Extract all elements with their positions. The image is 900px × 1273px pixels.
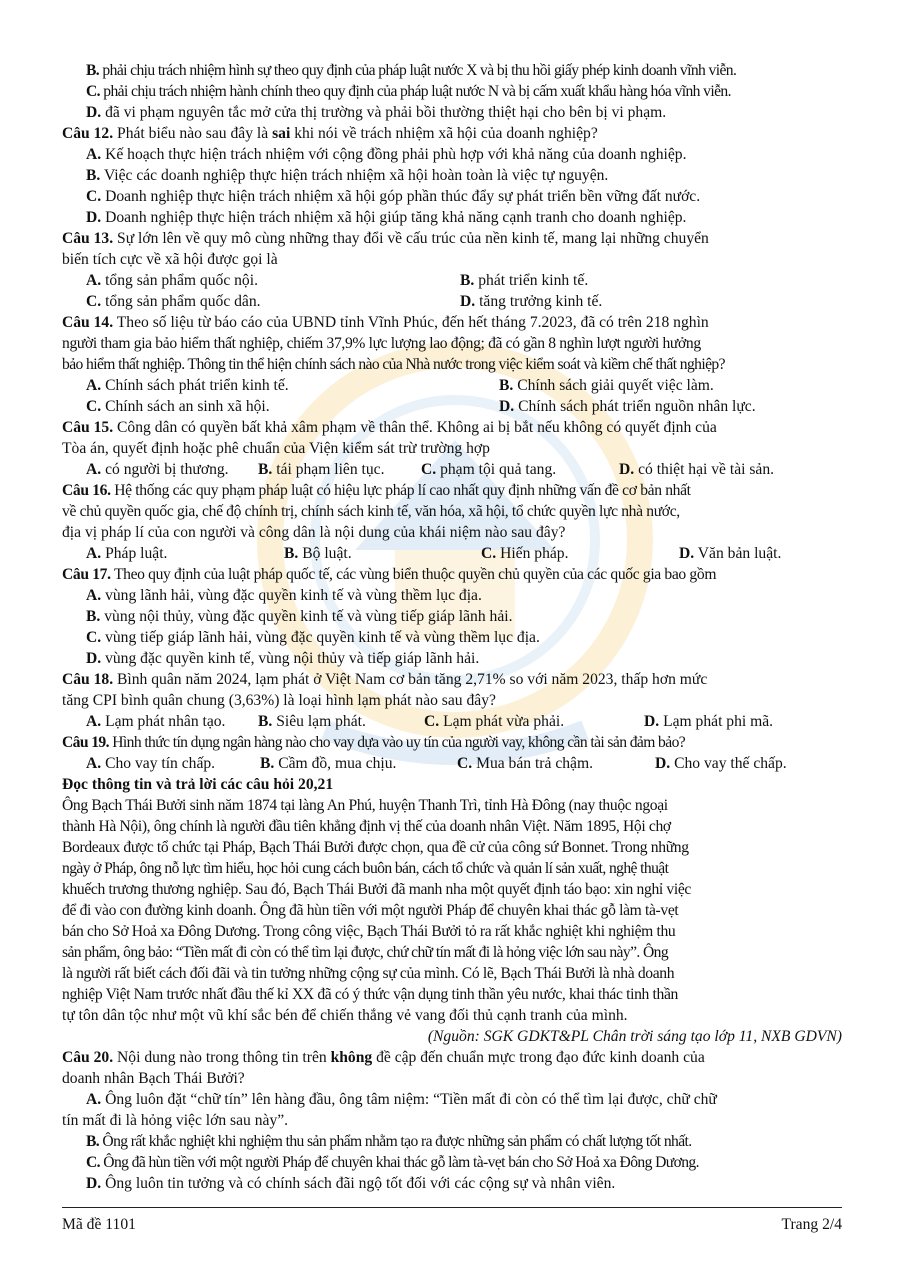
reading-line-2: thành Hà Nội), ông chính là người đầu tiên khẳng định vị thế của doanh nhân Việt. Năm 1895, Hội chợ — [62, 818, 671, 835]
option-a-q12: A. Kế hoạch thực hiện trách nhiệm với cộng đồng phải phù hợp với khả năng của doanh nghiệp. — [86, 146, 687, 163]
question-14-cont1: người tham gia bảo hiểm thất nghiệp, chiếm 37,9% lực lượng lao động; đã có gần 8 nghìn lượt người hưởng — [62, 335, 701, 352]
option-d-q12: D. Doanh nghiệp thực hiện trách nhiệm xã hội giúp tăng khả năng cạnh tranh cho doanh nghiệp. — [86, 209, 687, 226]
option-c-q14: C. Chính sách an sinh xã hội. — [86, 398, 270, 415]
question-20: Câu 20. Nội dung nào trong thông tin trên không đề cập đến chuẩn mực trong đạo đức kinh doanh của — [62, 1049, 705, 1066]
option-d-q19: D. Cho vay thế chấp. — [655, 755, 787, 772]
page-footer — [62, 1207, 842, 1234]
option-d-q13: D. tăng trưởng kinh tế. — [460, 293, 603, 310]
option-d-q16: D. Văn bản luật. — [679, 545, 782, 562]
option-d-q20: D. Ông luôn tin tưởng và có chính sách đãi ngộ tốt đối với các cộng sự và nhân viên. — [86, 1175, 616, 1192]
question-15-cont: Tòa án, quyết định hoặc phê chuẩn của Viện kiểm sát trừ trường hợp — [62, 440, 490, 457]
option-a-q16: A. Pháp luật. — [86, 545, 168, 562]
option-c-q12: C. Doanh nghiệp thực hiện trách nhiệm xã hội góp phần thúc đẩy sự phát triển bền vững đất nước. — [86, 188, 701, 205]
question-20-cont: doanh nhân Bạch Thái Bưởi? — [62, 1070, 245, 1087]
option-c-q13: C. tổng sản phẩm quốc dân. — [86, 293, 261, 310]
option-a-q13: A. tổng sản phẩm quốc nội. — [86, 272, 258, 289]
option-c-q18: C. Lạm phát vừa phải. — [424, 713, 565, 730]
reading-line-6: để đi vào con đường kinh doanh. Ông đã hùn tiền với một người Pháp để chuyên khai thác gỗ làm tà-vẹt — [62, 902, 679, 919]
reading-line-11: tự tôn dân tộc như một vũ khí sắc bén để chiến thắng vẻ vang đối thủ cạnh tranh của mình. — [62, 1007, 628, 1024]
option-b-q11: B. phải chịu trách nhiệm hình sự theo quy định của pháp luật nước X và bị thu hồi giấy phép kinh doanh vĩnh viễn. — [86, 62, 737, 79]
option-b-q12: B. Việc các doanh nghiệp thực hiện trách nhiệm xã hội hoàn toàn là việc tự nguyện. — [86, 167, 609, 184]
question-content — [62, 60, 842, 1194]
question-16-cont1: về chủ quyền quốc gia, chế độ chính trị, chính sách kinh tế, văn hóa, xã hội, tổ chức quyền lực nhà nước, — [62, 503, 680, 520]
reading-line-10: nghiệp Việt Nam trước nhất đầu thế kỉ XX đã có ý thức vận dụng tinh thần yêu nước, khai thác tinh thần — [62, 986, 678, 1003]
question-14-cont2: bảo hiểm thất nghiệp. Thông tin thể hiện chính sách nào của Nhà nước trong việc kiểm soát và kiềm chế thất nghiệp? — [62, 356, 725, 373]
option-c-q20: C. Ông đã hùn tiền với một người Pháp để chuyên khai thác gỗ làm tà-vẹt bán cho Sở Hoả xa Đông Dương. — [86, 1154, 699, 1171]
option-c-q19: C. Mua bán trả chậm. — [457, 755, 593, 772]
question-19: Câu 19. Hình thức tín dụng ngân hàng nào cho vay dựa vào uy tín của người vay, không cần tài sản đảm bảo? — [62, 734, 686, 751]
reading-line-1: Ông Bạch Thái Bưởi sinh năm 1874 tại làng An Phú, huyện Thanh Trì, tỉnh Hà Đông (nay thuộc ngoại — [62, 797, 668, 814]
option-c-q17: C. vùng tiếp giáp lãnh hải, vùng đặc quyền kinh tế và vùng thềm lục địa. — [86, 629, 540, 646]
option-d-q11: D. đã vi phạm nguyên tắc mở cửa thị trường và phải bồi thường thiệt hại cho bên bị vi phạm. — [86, 104, 667, 121]
option-a-q20-cont: tín mất đi là hỏng việc lớn sau này”. — [62, 1112, 289, 1129]
options-q13-row2 — [62, 291, 842, 312]
option-a-q14: A. Chính sách phát triển kinh tế. — [86, 377, 289, 394]
option-a-q20: A. Ông luôn đặt “chữ tín” lên hàng đầu, ông tâm niệm: “Tiền mất đi còn có thể tìm lại được, chữ chữ — [86, 1091, 717, 1108]
option-d-q15: D. có thiệt hại về tài sản. — [619, 461, 775, 478]
reading-line-7: bán cho Sở Hoả xa Đông Dương. Trong công việc, Bạch Thái Bưởi tỏ ra rất khắc nghiệt khi nghiệm thu — [62, 923, 676, 940]
option-b-q19: B. Cầm đồ, mua chịu. — [260, 755, 397, 772]
question-12: Câu 12. Phát biểu nào sau đây là sai khi nói về trách nhiệm xã hội của doanh nghiệp? — [62, 125, 598, 142]
option-b-q16: B. Bộ luật. — [284, 545, 352, 562]
option-d-q18: D. Lạm phát phi mã. — [644, 713, 774, 730]
option-a-q17: A. vùng lãnh hải, vùng đặc quyền kinh tế và vùng thềm lục địa. — [86, 587, 482, 604]
option-c-q11: C. phải chịu trách nhiệm hành chính theo quy định của pháp luật nước N và bị cấm xuất khẩu hàng hóa vĩnh viễn. — [86, 83, 731, 100]
question-15: Câu 15. Công dân có quyền bất khả xâm phạm về thân thể. Không ai bị bắt nếu không có quyết định của — [62, 419, 717, 436]
options-q16-row — [62, 543, 842, 564]
options-q18-row — [62, 711, 842, 732]
reading-heading: Đọc thông tin và trả lời các câu hỏi 20,21 — [62, 776, 334, 793]
option-b-q17: B. vùng nội thủy, vùng đặc quyền kinh tế và vùng tiếp giáp lãnh hải. — [86, 608, 513, 625]
option-d-q17: D. vùng đặc quyền kinh tế, vùng nội thủy và tiếp giáp lãnh hải. — [86, 650, 480, 667]
option-b-q14: B. Chính sách giải quyết việc làm. — [499, 377, 714, 394]
options-q19-row — [62, 753, 842, 774]
option-a-q18: A. Lạm phát nhân tạo. — [86, 713, 226, 730]
question-17: Câu 17. Theo quy định của luật pháp quốc tế, các vùng biển thuộc quyền chủ quyền của các quốc gia bao gồm — [62, 566, 717, 583]
exam-code: Mã đề 1101 — [62, 1216, 136, 1233]
option-b-q13: B. phát triển kinh tế. — [460, 272, 589, 289]
option-d-q14: D. Chính sách phát triển nguồn nhân lực. — [499, 398, 756, 415]
reading-line-3: Bordeaux được tổ chức tại Pháp, Bạch Thái Bưởi được chọn, qua đề cử của công sứ Bonnet. Trong những — [62, 839, 689, 856]
reading-line-4: ngày ở Pháp, ông nỗ lực tìm hiểu, học hỏi cung cách buôn bán, cách tổ chức và quản lí sản xuất, nghệ thuật — [62, 860, 669, 877]
question-16-cont2: địa vị pháp lí của con người và công dân là nội dung của khái niệm nào sau đây? — [62, 524, 566, 541]
reading-source: (Nguồn: SGK GDKT&PL Chân trời sáng tạo lớp 11, NXB GDVN) — [427, 1028, 842, 1045]
reading-line-8: sản phẩm, ông bảo: “Tiền mất đi còn có thể tìm lại được, chứ chữ tín mất đi là hỏng việc lớn sau này”. Ông — [62, 944, 669, 961]
option-b-q15: B. tái phạm liên tục. — [258, 461, 385, 478]
reading-line-9: là người rất biết cách đối đãi và tin tưởng những cộng sự của mình. Có lẽ, Bạch Thái Bưởi là nhà doanh — [62, 965, 675, 982]
page-number: Trang 2/4 — [781, 1216, 842, 1233]
question-18-cont: tăng CPI bình quân chung (3,63%) là loại hình lạm phát nào sau đây? — [62, 692, 496, 709]
option-a-q15: A. có người bị thương. — [86, 461, 229, 478]
question-16: Câu 16. Hệ thống các quy phạm pháp luật có hiệu lực pháp lí cao nhất quy định những vấn đề cơ bản nhất — [62, 482, 691, 499]
option-b-q20: B. Ông rất khắc nghiệt khi nghiệm thu sản phẩm nhằm tạo ra được những sản phẩm có chất lượng tốt nhất. — [86, 1133, 692, 1150]
question-14: Câu 14. Theo số liệu từ báo cáo của UBND tỉnh Vĩnh Phúc, đến hết tháng 7.2023, đã có trên 218 nghìn — [62, 314, 709, 331]
question-13-cont: biến tích cực về xã hội được gọi là — [62, 251, 278, 268]
option-c-q16: C. Hiến pháp. — [481, 545, 569, 562]
option-a-q19: A. Cho vay tín chấp. — [86, 755, 216, 772]
option-b-q18: B. Siêu lạm phát. — [258, 713, 366, 730]
question-13: Câu 13. Sự lớn lên về quy mô cùng những thay đổi về cấu trúc của nền kinh tế, mang lại những chuyển — [62, 230, 709, 247]
reading-line-5: khuếch trương thương nghiệp. Sau đó, Bạch Thái Bưởi đã manh nha một quyết định táo bạo: xin nghỉ việc — [62, 881, 691, 898]
options-q14-row2 — [62, 396, 842, 417]
options-q13-row1 — [62, 270, 842, 291]
options-q14-row1 — [62, 375, 842, 396]
options-q15-row — [62, 459, 842, 480]
option-c-q15: C. phạm tội quả tang. — [421, 461, 557, 478]
question-18: Câu 18. Bình quân năm 2024, lạm phát ở Việt Nam cơ bản tăng 2,71% so với năm 2023, thấp hơn mức — [62, 671, 708, 688]
